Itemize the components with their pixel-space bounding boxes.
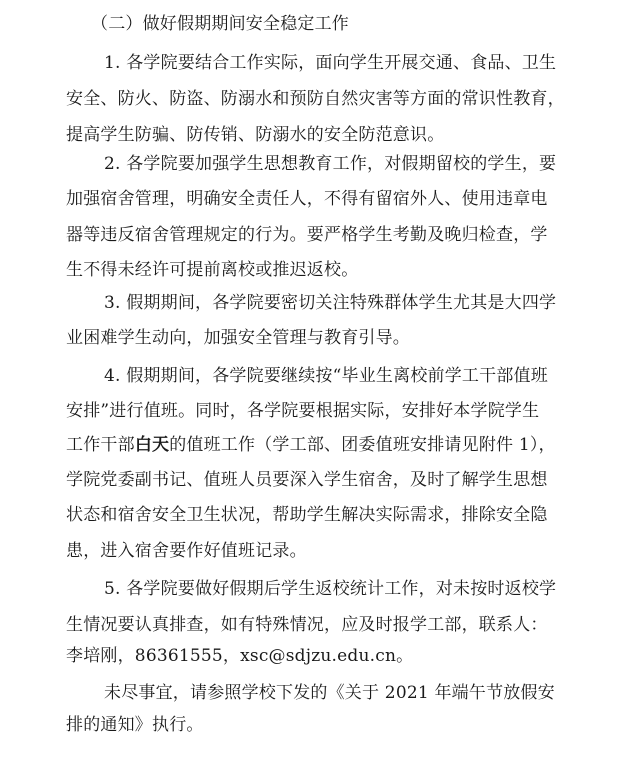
item2-line1: 2. 各学院要加强学生思想教育工作，对假期留校的学生，要 — [104, 154, 557, 174]
daytime-emphasis: 白天 — [134, 435, 170, 455]
item1-line3: 提高学生防骗、防传销、防溺水的安全防范意识。 — [66, 125, 445, 145]
item4-line4: 学院党委副书记、值班人员要深入学生宿舍，及时了解学生思想 — [66, 470, 548, 490]
item5-line3-contact: 李培刚，86361555，xsc@sdjzu.edu.cn。 — [66, 646, 414, 666]
closing-line2: 排的通知》执行。 — [66, 715, 204, 735]
item4-line3 — [66, 434, 556, 456]
item1-line1: 1. 各学院要结合工作实际，面向学生开展交通、食品、卫生 — [104, 53, 557, 73]
item5-line2: 生情况要认真排查，如有特殊情况，应及时报学工部，联系人： — [66, 615, 548, 635]
section-heading: （二）做好假期期间安全稳定工作 — [91, 14, 349, 34]
item4-line3-end: 的值班工作（学工部、团委值班安排请见附件 1）， — [169, 435, 556, 455]
item2-line2: 加强宿舍管理，明确安全责任人，不得有留宿外人、使用违章电 — [66, 189, 548, 209]
item4-line2: 安排”进行值班。同时，各学院要根据实际，安排好本学院学生 — [66, 401, 540, 421]
item3-line2: 业困难学生动向，加强安全管理与教育引导。 — [66, 328, 410, 348]
item4-line5: 状态和宿舍安全卫生状况，帮助学生解决实际需求，排除安全隐 — [66, 505, 548, 525]
item4-line6: 患，进入宿舍要作好值班记录。 — [66, 541, 307, 561]
item5-line1: 5. 各学院要做好假期后学生返校统计工作，对未按时返校学 — [104, 579, 557, 599]
item2-line4: 生不得未经许可提前离校或推迟返校。 — [66, 260, 359, 280]
closing-line1: 未尽事宜，请参照学校下发的《关于 2021 年端午节放假安 — [104, 683, 555, 703]
item3-line1: 3. 假期期间，各学院要密切关注特殊群体学生尤其是大四学 — [104, 293, 557, 313]
item1-line2: 安全、防火、防盗、防溺水和预防自然灾害等方面的常识性教育， — [66, 89, 565, 109]
item4-line1: 4. 假期期间，各学院要继续按“毕业生离校前学工干部值班 — [104, 366, 548, 386]
item4-line3-start: 工作干部 — [66, 435, 135, 455]
item2-line3: 器等违反宿舍管理规定的行为。要严格学生考勤及晚归检查，学 — [66, 225, 548, 245]
